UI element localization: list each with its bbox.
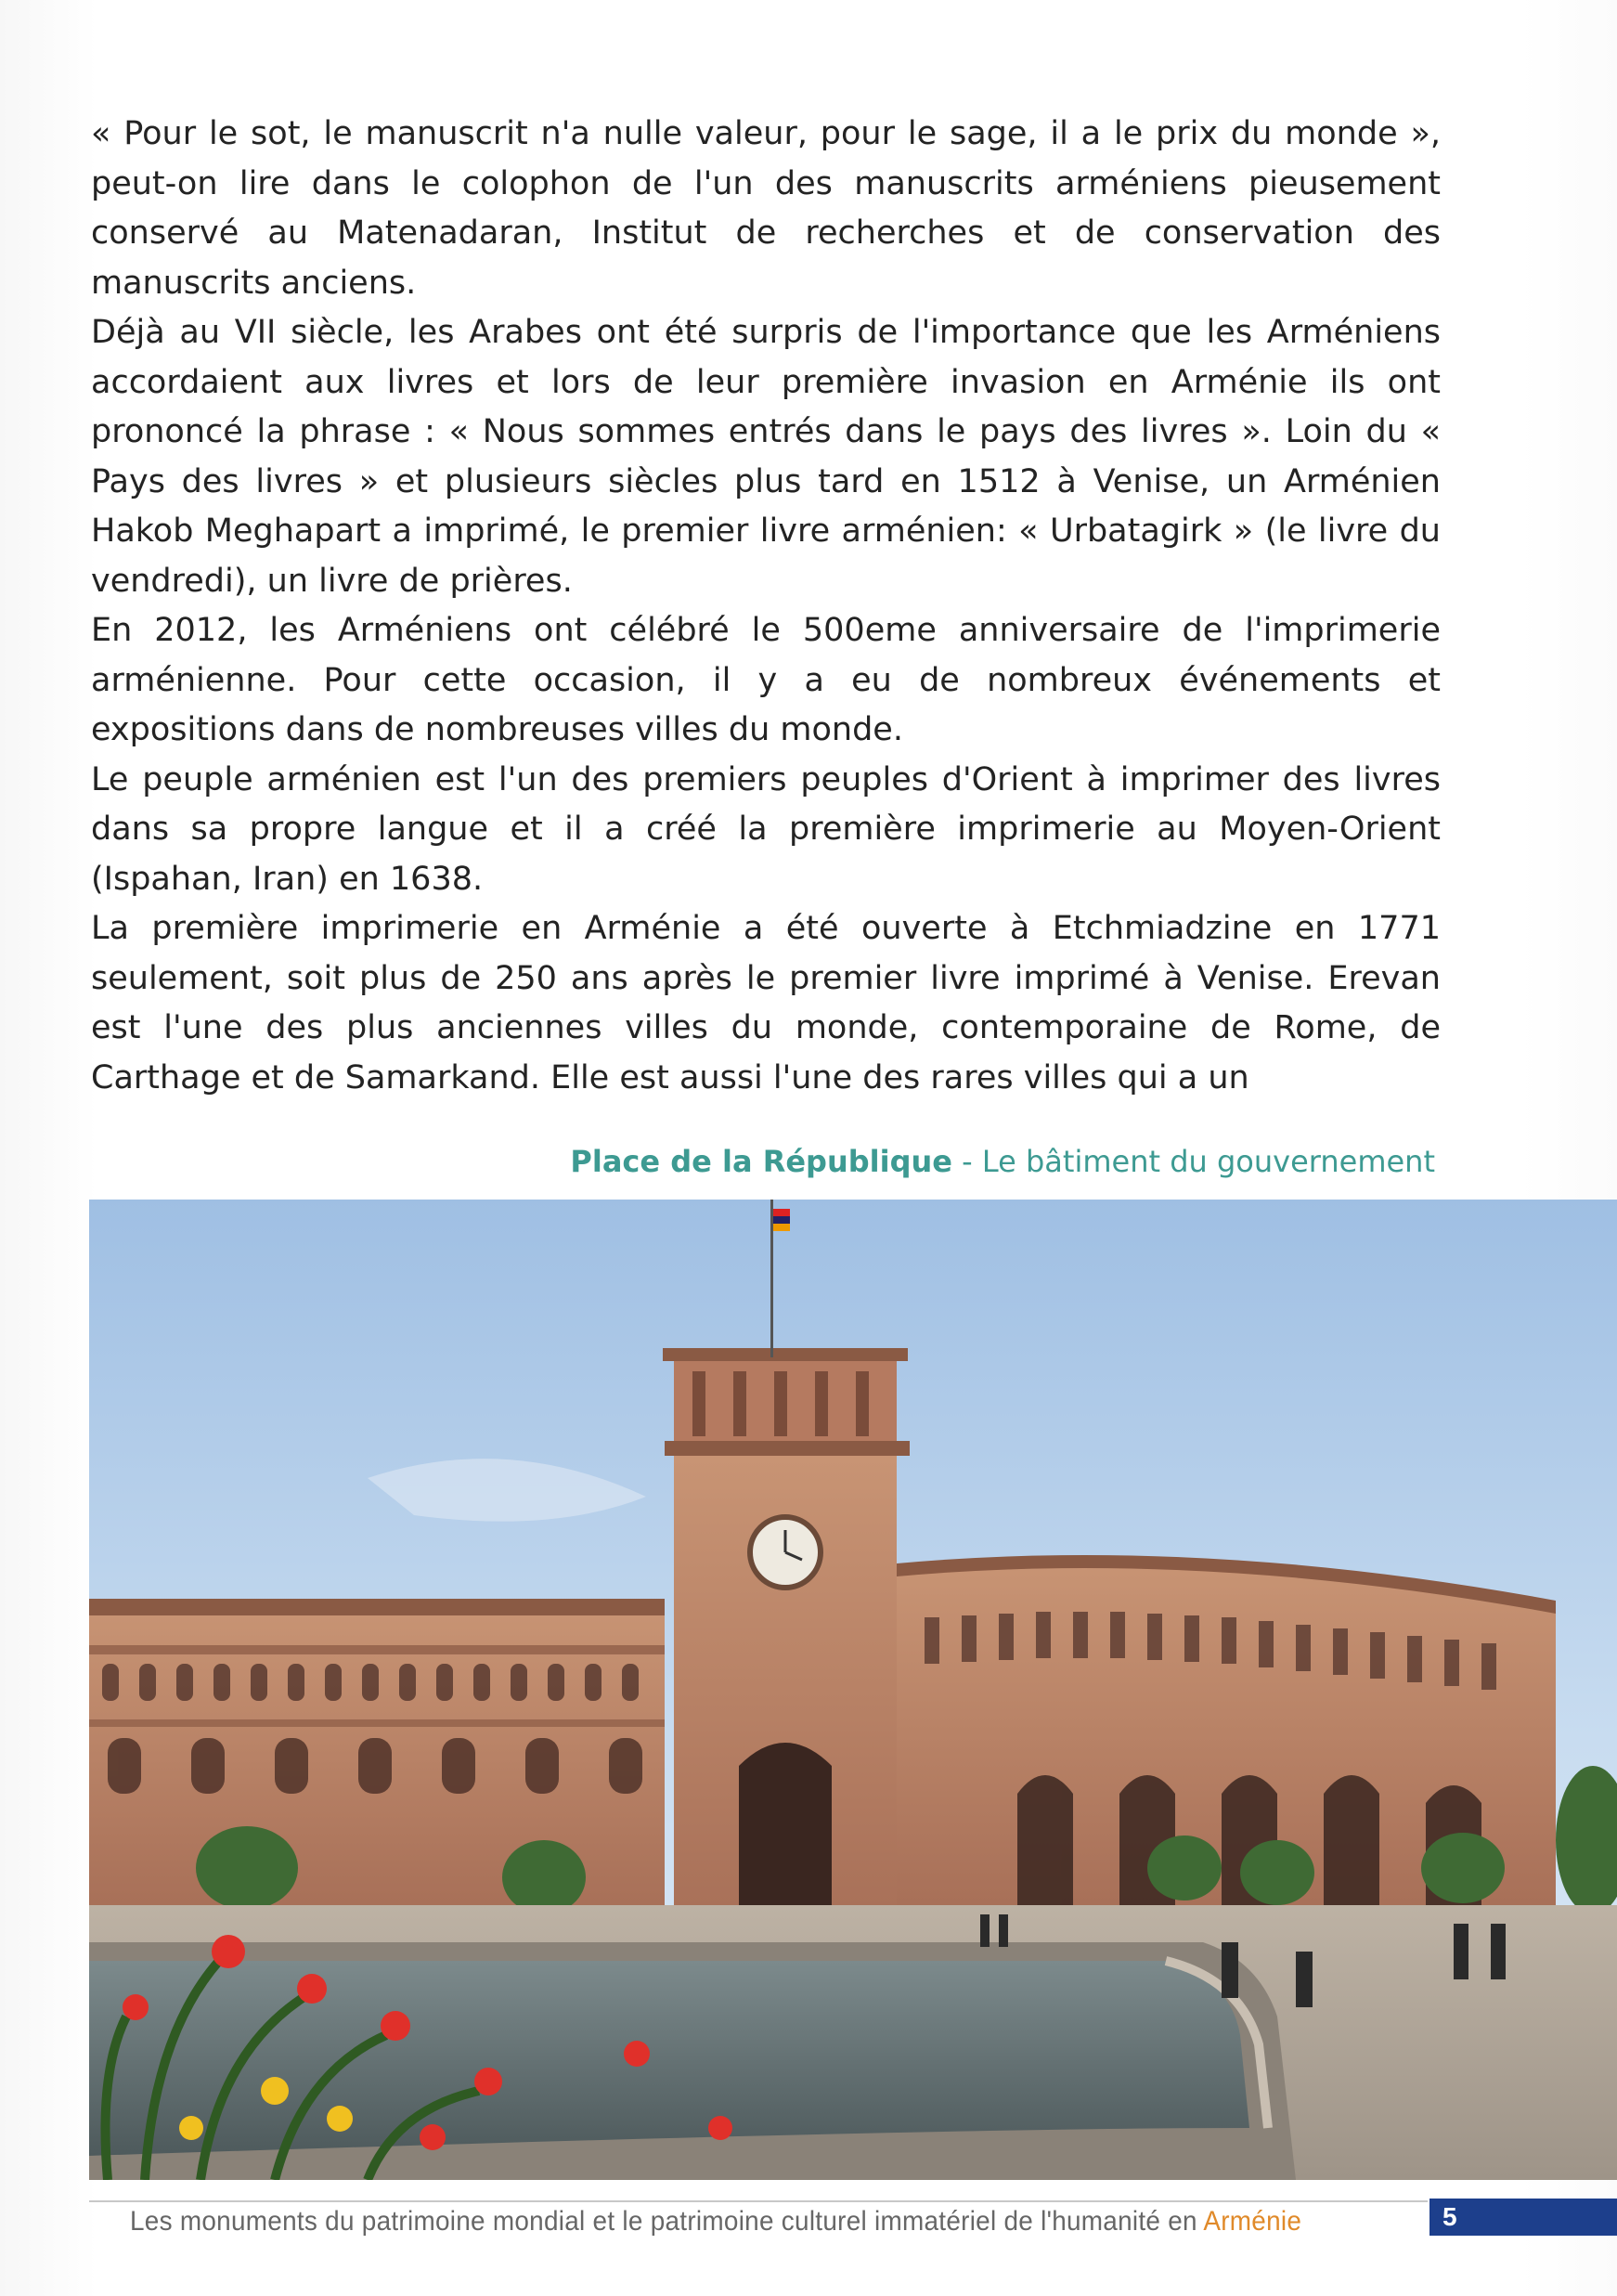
footer-text bbox=[130, 2206, 1301, 2238]
government-building-photo bbox=[89, 1200, 1617, 2180]
page-number: 5 bbox=[1429, 2199, 1617, 2236]
footer-country: Arménie bbox=[1203, 2206, 1302, 2237]
footer-title: Les monuments du patrimoine mondial et le patrimoine culturel immatériel de l'humanité en bbox=[130, 2206, 1204, 2237]
paragraph-4: Le peuple arménien est l'un des premiers peuples d'Orient à imprimer des livres dans sa propre langue et il a créé la première imprimerie au Moyen-Orient (Ispahan, Iran) en 1638. bbox=[91, 760, 1441, 898]
paragraph-2: Déjà au VII siècle, les Arabes ont été surpris de l'importance que les Arméniens accordaient aux livres et lors de leur première invasion en Arménie ils ont prononcé la phrase : « Nous sommes entrés dans le pays des livres ». Loin du « Pays des livres » et plusieurs siècles plus tard en 1512 à Venise, un Arménien Hakob Meghapart a imprimé, le premier livre arménien: « Urbatagirk » (le livre du vendredi), un livre de prières. bbox=[91, 314, 1441, 600]
paragraph-3: En 2012, les Arméniens ont célébré le 500eme anniversaire de l'imprimerie arménienne. Pour cette occasion, il y a eu de nombreux événements et expositions dans de nombreuses villes du monde. bbox=[91, 612, 1441, 748]
footer-rule bbox=[89, 2200, 1428, 2202]
caption-place: Place de la République bbox=[570, 1144, 952, 1179]
paragraph-1: « Pour le sot, le manuscrit n'a nulle valeur, pour le sage, il a le prix du monde », peut-on lire dans le colophon de l'un des manuscrits arméniens pieusement conservé au Matenadaran, Institut de recherches et de conservation des manuscrits anciens. bbox=[91, 115, 1441, 302]
caption-separator: - bbox=[951, 1144, 982, 1179]
paragraph-5: La première imprimerie en Arménie a été ouverte à Etchmiadzine en 1771 seulement, soit plus de 250 ans après le premier livre imprimé à Venise. Erevan est l'une des plus anciennes villes du monde, contemporaine de Rome, de Carthage et de Samarkand. Elle est aussi l'une des rares villes qui a un bbox=[91, 910, 1441, 1096]
body-text bbox=[91, 110, 1441, 1103]
caption-description: Le bâtiment du gouvernement bbox=[981, 1144, 1435, 1179]
photo-caption bbox=[570, 1144, 1435, 1179]
